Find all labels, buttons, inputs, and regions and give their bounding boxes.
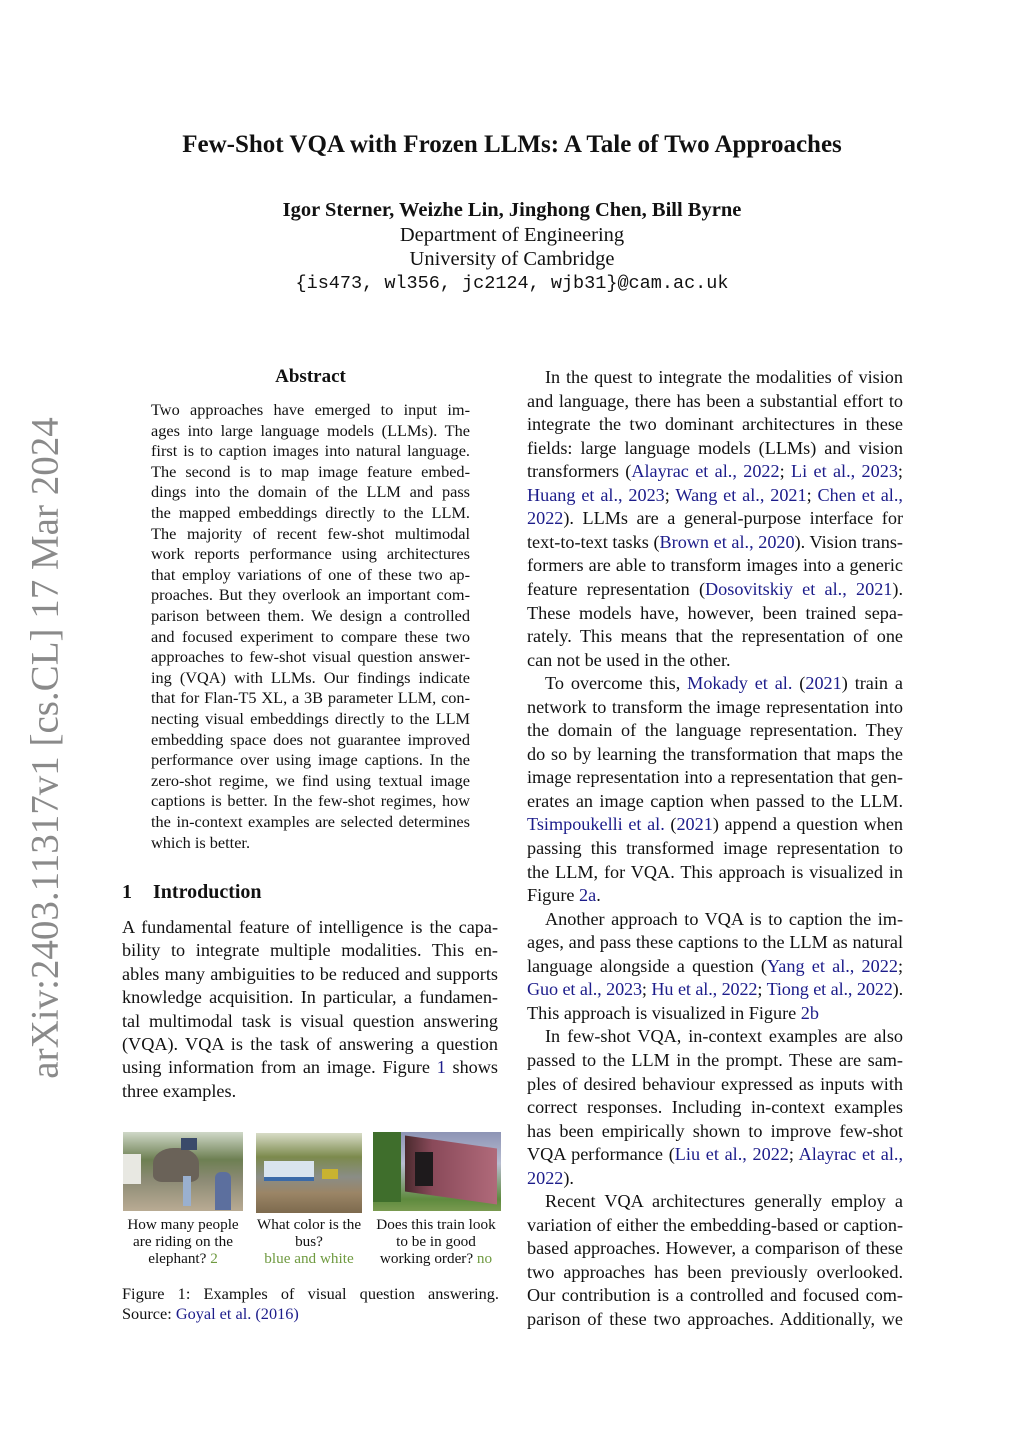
- text-segment: the in-context examples are selected determines: [151, 812, 470, 831]
- text-segment: To overcome this,: [545, 673, 688, 694]
- text-line: [122, 1010, 498, 1033]
- text-segment: approaches to few-shot visual question answer-: [151, 647, 470, 667]
- text-segment: ). LLMs are a general-purpose interface for: [563, 508, 903, 529]
- text-line: [151, 750, 470, 770]
- question-line: to be in good: [396, 1233, 476, 1250]
- citation-link[interactable]: Hu et al., 2022: [651, 979, 758, 1000]
- text-segment: based approaches. However, a comparison of these: [527, 1238, 903, 1259]
- text-line: [527, 931, 903, 954]
- text-segment: formers are able to transform images into a generic: [527, 555, 903, 576]
- text-segment: (VQA). VQA is the task of answering a question: [122, 1034, 498, 1054]
- text-segment: bility to integrate multiple modalities. This en-: [122, 940, 498, 961]
- text-segment: ). Vision trans-: [794, 531, 903, 552]
- text-segment: using information from an image. Figure: [122, 1057, 437, 1078]
- text-line: [151, 421, 470, 441]
- text-segment: passing this transformed image representation to: [527, 838, 903, 858]
- person-shape: [215, 1172, 231, 1210]
- question-line: [368, 1250, 504, 1267]
- question-line: [120, 1250, 246, 1267]
- person-shape: [183, 1176, 191, 1206]
- text-segment: erates an image caption when passed to the LLM.: [527, 790, 903, 811]
- text-segment: This approach is visualized in Figure: [527, 1002, 801, 1023]
- text-line: [122, 916, 498, 939]
- citation-link[interactable]: Brown et al., 2020: [659, 531, 795, 552]
- text-segment: embedding space does not guarantee improved: [151, 729, 470, 749]
- citation-link[interactable]: 1: [436, 1057, 446, 1078]
- text-line: [151, 833, 470, 853]
- text-segment: ) train a: [841, 673, 903, 694]
- text-line: [527, 837, 903, 860]
- text-segment: The second is to map image feature embed-: [151, 461, 470, 481]
- bus-shape: [123, 1154, 141, 1184]
- citation-link[interactable]: Wang et al., 2021: [675, 484, 807, 505]
- author-emails: {is473, wl356, jc2124, wjb31}@cam.ac.uk: [295, 273, 729, 294]
- text-segment: that for Flan-T5 XL, a 3B parameter LLM, con-: [151, 688, 470, 708]
- text-line: [527, 1284, 903, 1307]
- text-segment: ;: [641, 979, 652, 1000]
- text-segment: VQA performance (: [527, 1144, 675, 1165]
- text-line: [527, 719, 903, 742]
- citation-link[interactable]: 2021: [676, 814, 713, 835]
- text-line: [151, 544, 470, 564]
- text-line: [151, 812, 470, 832]
- text-line: [527, 1049, 903, 1072]
- text-line: [151, 791, 470, 811]
- section-number: 1: [122, 881, 132, 903]
- citation-link[interactable]: Tiong et al., 2022: [766, 979, 893, 1000]
- text-line: [527, 531, 903, 554]
- text-segment: that employ variations of one of these two ap-: [151, 564, 470, 584]
- text-segment: ) append a question when: [712, 814, 903, 835]
- citation-link[interactable]: Guo et al., 2023: [527, 979, 642, 1000]
- text-line: [122, 1033, 498, 1056]
- text-line: [151, 565, 470, 585]
- text-segment: do so by learning the transformation that maps the: [527, 743, 903, 764]
- text-segment: has been empirically shown to improve few-shot: [527, 1120, 903, 1141]
- text-line: [151, 441, 470, 461]
- text-line: [122, 963, 498, 986]
- text-segment: ;: [664, 484, 676, 505]
- text-segment: which is better.: [151, 832, 251, 852]
- text-segment: the mapped embeddings directly to the LLM.: [151, 503, 470, 522]
- text-segment: These models have, however, been trained sepa-: [527, 602, 903, 623]
- tree-shape: [373, 1132, 401, 1202]
- train-door-shape: [415, 1152, 433, 1186]
- paper-title: Few-Shot VQA with Frozen LLMs: A Tale of Two Approaches: [182, 131, 842, 158]
- text-segment: Two approaches have emerged to input im-: [151, 400, 470, 419]
- citation-link[interactable]: Tsimpoukelli et al.: [527, 814, 665, 835]
- question-text: elephant?: [148, 1250, 211, 1267]
- text-line: [527, 696, 903, 719]
- text-line: [545, 672, 903, 695]
- text-segment: two approaches has been previously overlooked.: [527, 1261, 903, 1282]
- figure1-image-train: [373, 1132, 501, 1211]
- text-segment: feature representation (: [527, 578, 706, 599]
- text-segment: (: [792, 673, 806, 694]
- text-segment: parison between them. We design a controlled: [151, 606, 470, 625]
- answer: blue and white: [264, 1250, 354, 1267]
- text-segment: shows: [445, 1057, 498, 1078]
- figure1-image-bus: [256, 1133, 362, 1213]
- text-segment: image representation into a representation that gen-: [527, 767, 903, 788]
- text-line: [527, 1002, 903, 1025]
- text-line: [527, 1073, 903, 1096]
- text-segment: correct responses. Including in-context examples: [527, 1097, 903, 1118]
- figure1-caption-2: [250, 1216, 368, 1267]
- text-segment: ages into large language models (LLMs). The: [151, 420, 470, 440]
- text-segment: In the quest to integrate the modalities of vision: [545, 367, 903, 387]
- text-line: [151, 482, 470, 502]
- citation-link[interactable]: 2b: [800, 1002, 819, 1023]
- text-segment: and language, there has been a substantial effort to: [527, 390, 903, 411]
- text-segment: Our contribution is a controlled and focused com-: [527, 1285, 903, 1306]
- text-line: [527, 390, 903, 413]
- text-segment: captions is better. In the few-shot regimes, how: [151, 791, 470, 811]
- text-segment: ;: [779, 461, 792, 482]
- text-segment: text-to-text tasks (: [527, 531, 660, 552]
- text-segment: tal multimodal task is visual question answering: [122, 1010, 498, 1031]
- text-line: [151, 771, 470, 791]
- citation-link[interactable]: Li et al., 2023: [791, 461, 898, 482]
- text-line: [151, 647, 470, 667]
- riders-shape: [181, 1138, 197, 1150]
- text-line: [151, 668, 470, 688]
- text-line: [527, 507, 903, 530]
- citation-link[interactable]: 2022: [527, 508, 564, 529]
- text-line: [527, 1261, 903, 1284]
- text-line: [527, 413, 903, 436]
- figure1-caption-3: [368, 1216, 504, 1267]
- elephant-shape: [153, 1148, 199, 1182]
- text-segment: passed to the LLM in the prompt. These are sam-: [527, 1049, 903, 1070]
- abstract-heading: Abstract: [275, 366, 346, 387]
- figure1-image-elephant: [123, 1132, 243, 1211]
- citation-link[interactable]: Dosovitskiy et al., 2021: [705, 578, 893, 599]
- text-segment: ;: [806, 484, 818, 505]
- text-segment: integrate the two dominant architectures in these: [527, 414, 903, 435]
- text-line: [527, 460, 903, 483]
- text-segment: .: [596, 885, 601, 906]
- text-segment: ables many ambiguities to be reduced and supports: [122, 963, 498, 984]
- text-line: [151, 400, 470, 420]
- text-line: [527, 743, 903, 766]
- text-segment: Another approach to VQA is to caption the im-: [545, 908, 903, 929]
- text-line: [527, 861, 903, 884]
- text-segment: the LLM, for VQA. This approach is visualized in: [527, 861, 903, 882]
- text-segment: first is to caption images into natural language.: [151, 441, 470, 461]
- figure1-caption-1: [120, 1216, 246, 1267]
- text-segment: and focused experiment to compare these two: [151, 626, 470, 646]
- text-segment: variation of either the embedding-based or caption-: [527, 1214, 903, 1235]
- text-line: [122, 1080, 498, 1103]
- text-line: [527, 484, 903, 507]
- text-segment: ;: [757, 979, 767, 1000]
- text-segment: language alongside a question (: [527, 955, 767, 976]
- text-segment: can not be used in the other.: [527, 649, 731, 670]
- question-line: bus?: [295, 1233, 323, 1250]
- text-segment: network to transform the image representation into: [527, 696, 903, 717]
- text-line: [151, 503, 470, 523]
- text-line: [527, 813, 903, 836]
- answer: 2: [210, 1250, 218, 1267]
- text-line: [122, 986, 498, 1009]
- question-text: working order?: [379, 1250, 477, 1267]
- text-line: [545, 908, 903, 931]
- text-segment: the domain of the language representation. They: [527, 720, 903, 741]
- text-segment: dings into the domain of the LLM and pass: [151, 482, 470, 502]
- text-segment: necting visual embeddings directly to the LLM: [151, 709, 470, 728]
- text-line: [151, 688, 470, 708]
- rickshaw-shape: [322, 1169, 338, 1179]
- text-line: [545, 366, 903, 389]
- question-line: are riding on the: [133, 1233, 233, 1250]
- text-line: [151, 709, 470, 729]
- citation-link[interactable]: 2021: [805, 673, 842, 694]
- text-line: [527, 884, 903, 907]
- text-segment: knowledge acquisition. In particular, a fundamen-: [122, 987, 498, 1008]
- text-line: [151, 730, 470, 750]
- text-line: [527, 649, 903, 672]
- text-segment: proaches. But they overlook an important com-: [151, 585, 470, 605]
- text-line: [545, 1025, 903, 1048]
- text-line: [527, 978, 903, 1001]
- text-line: [527, 554, 903, 577]
- citation-link[interactable]: Liu et al., 2022: [674, 1144, 789, 1165]
- text-segment: zero-shot regime, we find using textual image: [151, 770, 470, 790]
- citation-link[interactable]: 2a: [579, 885, 597, 906]
- text-line: [151, 524, 470, 544]
- text-segment: ages, and pass these captions to the LLM as natural: [527, 932, 903, 953]
- affiliation-department: Department of Engineering: [399, 224, 625, 246]
- citation-link[interactable]: Alayrac et al., 2022: [631, 461, 780, 482]
- text-line: [527, 1167, 903, 1190]
- text-line: [527, 1237, 903, 1260]
- text-line: [527, 1120, 903, 1143]
- question-line: What color is the: [256, 1216, 362, 1233]
- text-line: [527, 1096, 903, 1119]
- section-heading-introduction: [122, 881, 262, 904]
- text-line: [527, 1214, 903, 1237]
- text-segment: transformers (: [527, 461, 632, 482]
- text-line: [527, 1143, 903, 1166]
- text-segment: A fundamental feature of intelligence is the capa-: [122, 917, 498, 937]
- source-prefix: Source:: [122, 1304, 176, 1323]
- text-segment: The majority of recent few-shot multimodal: [151, 523, 470, 543]
- citation-link[interactable]: 2022: [527, 1167, 564, 1188]
- text-line: [151, 462, 470, 482]
- citation-link[interactable]: Huang et al., 2023: [527, 484, 665, 505]
- text-segment: In few-shot VQA, in-context examples are also: [545, 1026, 903, 1047]
- text-line: [527, 602, 903, 625]
- text-segment: performance over using image captions. In the: [151, 750, 470, 770]
- text-segment: ;: [897, 461, 903, 482]
- text-segment: three examples.: [122, 1080, 237, 1101]
- text-line: [527, 578, 903, 601]
- text-segment: rately. This means that the representation of one: [527, 626, 903, 647]
- text-segment: work reports performance using architectures: [151, 544, 470, 564]
- text-line: [122, 1056, 498, 1079]
- citation-link[interactable]: Yang et al., 2022: [766, 955, 898, 976]
- affiliation-university: University of Cambridge: [409, 248, 615, 270]
- text-segment: (: [664, 814, 677, 835]
- text-line: [151, 606, 470, 626]
- text-segment: parison of these two approaches. Additionally, we: [527, 1309, 903, 1329]
- answer: no: [476, 1250, 493, 1267]
- question-line: How many people: [127, 1216, 239, 1233]
- text-line: [527, 955, 903, 978]
- text-segment: ).: [563, 1167, 574, 1188]
- figure1-caption-source: [122, 1304, 499, 1325]
- text-line: [527, 437, 903, 460]
- citation-link[interactable]: Goyal et al. (2016): [175, 1304, 299, 1323]
- text-segment: ;: [788, 1144, 799, 1165]
- text-segment: Figure: [527, 885, 580, 906]
- text-segment: ).: [892, 578, 903, 599]
- text-line: [527, 1308, 903, 1331]
- text-line: [545, 1190, 903, 1213]
- section-title: Introduction: [153, 881, 262, 903]
- figure1-caption-label: Figure 1: Examples of visual question answering.: [122, 1284, 499, 1303]
- text-segment: ).: [892, 979, 903, 1000]
- question-line: Does this train look: [376, 1216, 496, 1233]
- text-line: [151, 627, 470, 647]
- text-segment: fields: large language models (LLMs) and vision: [527, 437, 903, 458]
- bus-shape: [264, 1161, 314, 1181]
- arxiv-stamp: arXiv:2403.11317v1 [cs.CL] 17 Mar 2024: [23, 417, 67, 1079]
- text-line: [151, 585, 470, 605]
- authors: Igor Sterner, Weizhe Lin, Jinghong Chen, Bill Byrne: [282, 199, 742, 221]
- citation-link[interactable]: Mokady et al.: [687, 673, 793, 694]
- text-segment: ples of desired behaviour expressed as inputs with: [527, 1073, 903, 1094]
- citation-link[interactable]: Alayrac et al.,: [798, 1144, 903, 1165]
- text-line: [527, 790, 903, 813]
- text-line: [122, 939, 498, 962]
- text-segment: Recent VQA architectures generally employ a: [545, 1191, 903, 1212]
- text-line: [527, 625, 903, 648]
- text-segment: ing (VQA) with LLMs. Our findings indicate: [151, 667, 470, 687]
- text-line: [527, 766, 903, 789]
- text-segment: ;: [897, 955, 903, 976]
- citation-link[interactable]: Chen et al.,: [817, 484, 903, 505]
